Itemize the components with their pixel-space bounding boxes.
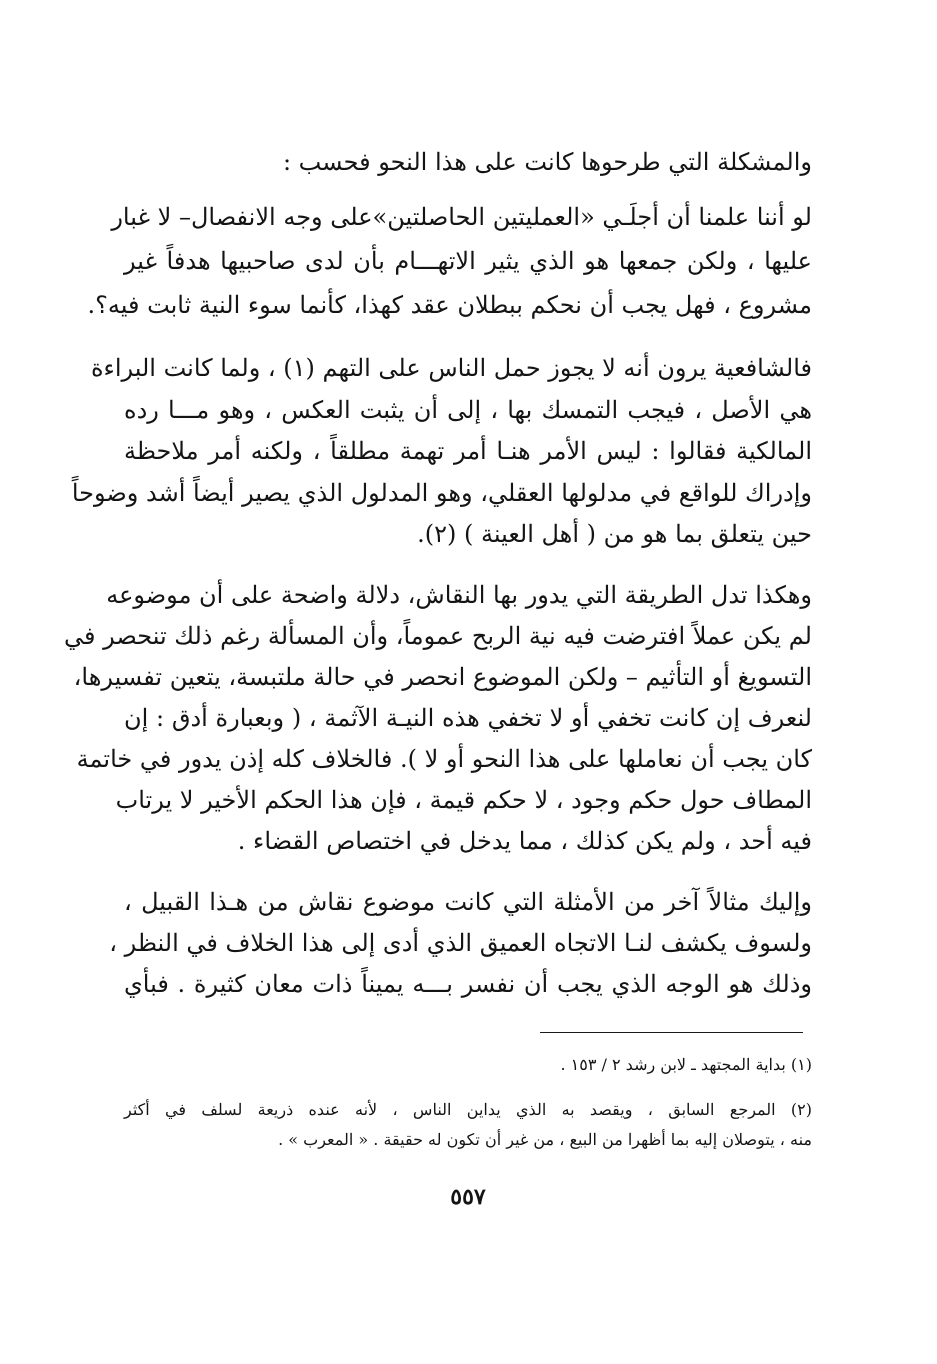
text-line: وإليك مثالاً آخر من الأمثلة التي كانت موضوع نقاش من هـذا القبيل ، — [124, 888, 812, 916]
text-line: مشروع ، فهل يجب أن نحكم ببطلان عقد كهذا، كأنما سوء النية ثابت فيه؟. — [87, 291, 812, 319]
text-line: وذلك هو الوجه الذي يجب أن نفسر بـــه يميناً ذات معان كثيرة . فبأي — [124, 970, 812, 998]
text-line: فالشافعية يرون أنه لا يجوز حمل الناس على التهم (١) ، ولما كانت البراءة — [90, 354, 812, 382]
text-line: لنعرف إن كانت تخفي أو لا تخفي هذه النيـة الآثمة ، ( وبعبارة أدق : إن — [124, 704, 812, 732]
text-line: التسويغ أو التأثيم – ولكن الموضوع انحصر في حالة ملتبسة، يتعين تفسيرها، — [73, 663, 812, 691]
text-line: المالكية فقالوا : ليس الأمر هنـا أمر تهمة مطلقاً ، ولكنه أمر ملاحظة — [124, 437, 812, 465]
text-line: كان يجب أن نعاملها على هذا النحو أو لا ). فالخلاف كله إذن يدور في خاتمة — [76, 745, 812, 773]
footnote-line: (١) بداية المجتهد ـ لابن رشد ٢ / ١٥٣ . — [560, 1055, 812, 1074]
text-line: لو أننا علمنا أن أجلَـي «العمليتين الحاصلتين»على وجه الانفصال– لا غبار — [111, 203, 812, 231]
text-line: والمشكلة التي طرحوها كانت على هذا النحو فحسب : — [282, 148, 812, 176]
text-line: وإدراك للواقع في مدلولها العقلي، وهو المدلول الذي يصير أيضاً أشد وضوحاً — [71, 479, 812, 507]
text-line: وهكذا تدل الطريقة التي يدور بها النقاش، دلالة واضحة على أن موضوعه — [106, 581, 812, 609]
footnote-line: منه ، يتوصلان إليه بما أظهرا من البيع ، من غير أن تكون له حقيقة . « المعرب » . — [278, 1130, 812, 1149]
text-line: ولسوف يكشف لنـا الاتجاه العميق الذي أدى إلى هذا الخلاف في النظر ، — [109, 929, 812, 957]
text-line: لم يكن عملاً افترضت فيه نية الربح عموماً، وأن المسألة رغم ذلك تنحصر في — [64, 622, 812, 650]
text-line: حين يتعلق بما هو من ( أهل العينة ) (٢). — [417, 520, 812, 548]
text-line: المطاف حول حكم وجود ، لا حكم قيمة ، فإن هذا الحكم الأخير لا يرتاب — [115, 786, 812, 814]
text-line: فيه أحد ، ولم يكن كذلك ، مما يدخل في اختصاص القضاء . — [237, 827, 812, 855]
text-line: عليها ، ولكن جمعها هو الذي يثير الاتهـــام بأن لدى صاحبيها هدفاً غير — [124, 247, 812, 275]
text-line: هي الأصل ، فيجب التمسك بها ، إلى أن يثبت العكس ، وهو مـــا رده — [124, 396, 812, 424]
page-number: ٥٥٧ — [450, 1184, 486, 1210]
footnote-line: (٢) المرجع السابق ، ويقصد به الذي يداين الناس ، لأنه عنده ذريعة لسلف في أكثر — [124, 1100, 812, 1119]
footnote-separator — [540, 1032, 803, 1033]
